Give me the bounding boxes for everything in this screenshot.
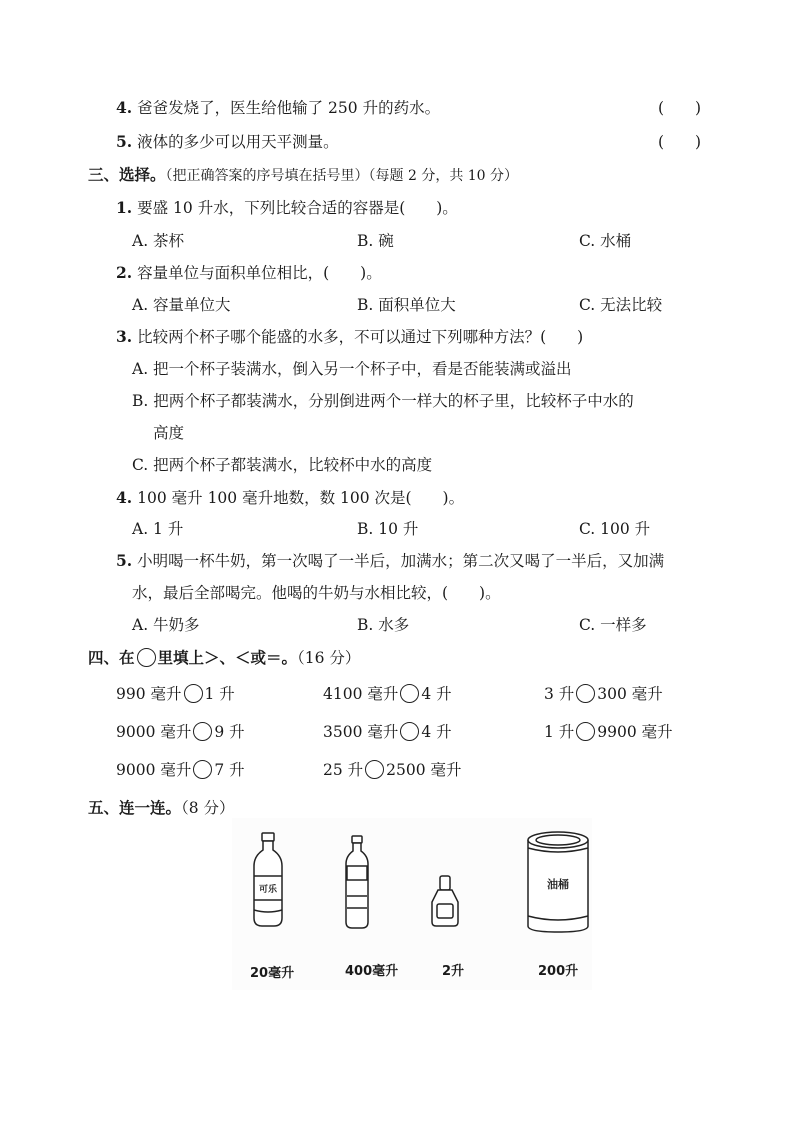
choice-q5-line2: 水，最后全部喝完。他喝的牛奶与水相比较，( )。 xyxy=(132,584,501,602)
choice-q3-option-a[interactable]: A. 把一个杯子装满水，倒入另一个杯子中，看是否能装满或溢出 xyxy=(132,360,572,378)
choice-q2-num: 2. xyxy=(116,263,133,282)
caption-400ml[interactable]: 400毫升 xyxy=(345,964,399,979)
section5-title: 五、连一连。 xyxy=(88,798,182,817)
section3-heading xyxy=(88,163,518,185)
compare-answer-circle[interactable] xyxy=(193,722,212,741)
compare-answer-circle[interactable] xyxy=(184,684,203,703)
compare-item xyxy=(116,720,245,742)
choice-q4-text: 100 毫升 100 毫升地数，数 100 次是( )。 xyxy=(137,489,465,507)
compare-item xyxy=(544,720,673,742)
judge-q5 xyxy=(116,130,339,152)
choice-q5-text1: 小明喝一杯牛奶，第一次喝了一半后，加满水；第二次又喝了一半后，又加满 xyxy=(137,552,665,570)
compare-item xyxy=(323,720,452,742)
cola-bottle-icon[interactable] xyxy=(254,833,282,926)
section5-heading xyxy=(88,796,235,818)
choice-q2-option-b[interactable]: B. 面积单位大 xyxy=(357,296,456,314)
choice-q5-num: 5. xyxy=(116,551,133,570)
compare-left: 25 升 xyxy=(323,761,364,779)
cola-label: 可乐 xyxy=(258,885,278,895)
section4-heading xyxy=(88,646,360,668)
compare-item xyxy=(323,758,462,780)
compare-right: 9900 毫升 xyxy=(597,723,673,741)
compare-left: 9000 毫升 xyxy=(116,723,192,741)
choice-q4-num: 4. xyxy=(116,488,133,507)
compare-left: 1 升 xyxy=(544,723,575,741)
compare-right: 1 升 xyxy=(204,685,235,703)
choice-q4 xyxy=(116,486,464,508)
compare-left: 4100 毫升 xyxy=(323,685,399,703)
compare-answer-circle[interactable] xyxy=(400,684,419,703)
water-bottle-icon[interactable] xyxy=(346,836,368,928)
containers-illustration xyxy=(232,818,592,948)
judge-q5-text: 液体的多少可以用天平测量。 xyxy=(137,133,339,151)
compare-right: 2500 毫升 xyxy=(386,761,462,779)
compare-left: 3500 毫升 xyxy=(323,723,399,741)
choice-q3-num: 3. xyxy=(116,327,133,346)
choice-q1-option-a[interactable]: A. 茶杯 xyxy=(132,232,185,250)
section5-score: （8 分） xyxy=(181,799,235,817)
caption-200l[interactable]: 200升 xyxy=(538,964,579,979)
choice-q3 xyxy=(116,325,583,347)
compare-right: 4 升 xyxy=(421,685,452,703)
caption-20ml[interactable]: 20毫升 xyxy=(250,966,295,981)
choice-q3-text: 比较两个杯子哪个能盛的水多，不可以通过下列哪种方法？( ) xyxy=(137,328,584,346)
choice-q2 xyxy=(116,261,382,283)
compare-left: 9000 毫升 xyxy=(116,761,192,779)
choice-q4-option-c[interactable]: C. 100 升 xyxy=(579,520,651,538)
compare-answer-circle[interactable] xyxy=(193,760,212,779)
compare-circle-icon xyxy=(137,648,156,667)
compare-answer-circle[interactable] xyxy=(365,760,384,779)
choice-q2-option-a[interactable]: A. 容量单位大 xyxy=(132,296,231,314)
judge-q4 xyxy=(116,96,440,118)
choice-q1-option-b[interactable]: B. 碗 xyxy=(357,232,394,250)
compare-answer-circle[interactable] xyxy=(576,684,595,703)
compare-answer-circle[interactable] xyxy=(400,722,419,741)
ink-bottle-icon[interactable] xyxy=(432,876,458,926)
section4-title-post: 里填上＞、＜或＝。 xyxy=(157,648,298,667)
oil-drum-label: 油桶 xyxy=(547,878,569,891)
compare-item xyxy=(544,682,663,704)
choice-q2-option-c[interactable]: C. 无法比较 xyxy=(579,296,663,314)
section4-title-pre: 四、在 xyxy=(88,648,135,667)
judge-q4-num: 4. xyxy=(116,98,133,117)
compare-right: 7 升 xyxy=(214,761,245,779)
choice-q1-option-c[interactable]: C. 水桶 xyxy=(579,232,632,250)
compare-left: 3 升 xyxy=(544,685,575,703)
choice-q3-option-b-line1[interactable]: B. 把两个杯子都装满水，分别倒进两个一样大的杯子里，比较杯子中水的 xyxy=(132,392,634,410)
choice-q1 xyxy=(116,196,458,218)
choice-q1-text: 要盛 10 升水，下列比较合适的容器是( )。 xyxy=(137,199,458,217)
caption-2l[interactable]: 2升 xyxy=(442,964,465,979)
judge-q4-text: 爸爸发烧了，医生给他输了 250 升的药水。 xyxy=(137,99,441,117)
judge-q4-blank[interactable]: ( ) xyxy=(658,99,702,117)
compare-item xyxy=(116,682,235,704)
compare-item xyxy=(323,682,452,704)
choice-q4-option-a[interactable]: A. 1 升 xyxy=(132,520,184,538)
choice-q5-option-b[interactable]: B. 水多 xyxy=(357,616,410,634)
choice-q4-option-b[interactable]: B. 10 升 xyxy=(357,520,419,538)
compare-left: 990 毫升 xyxy=(116,685,182,703)
judge-q5-blank[interactable]: ( ) xyxy=(658,133,702,151)
choice-q1-num: 1. xyxy=(116,198,133,217)
choice-q2-text: 容量单位与面积单位相比，( )。 xyxy=(137,264,382,282)
compare-answer-circle[interactable] xyxy=(576,722,595,741)
choice-q3-option-c[interactable]: C. 把两个杯子都装满水，比较杯中水的高度 xyxy=(132,456,433,474)
choice-q5-option-c[interactable]: C. 一样多 xyxy=(579,616,647,634)
compare-right: 300 毫升 xyxy=(597,685,663,703)
choice-q3-option-b-line2[interactable]: 高度 xyxy=(153,424,185,442)
choice-q5-option-a[interactable]: A. 牛奶多 xyxy=(132,616,200,634)
section3-note: （把正确答案的序号填在括号里）（每题 2 分，共 10 分） xyxy=(165,168,519,184)
section4-score: （16 分） xyxy=(297,649,361,667)
compare-right: 4 升 xyxy=(421,723,452,741)
choice-q5-line1 xyxy=(116,549,664,571)
compare-right: 9 升 xyxy=(214,723,245,741)
compare-item xyxy=(116,758,245,780)
judge-q5-num: 5. xyxy=(116,132,133,151)
section3-title: 三、选择。 xyxy=(88,165,166,184)
